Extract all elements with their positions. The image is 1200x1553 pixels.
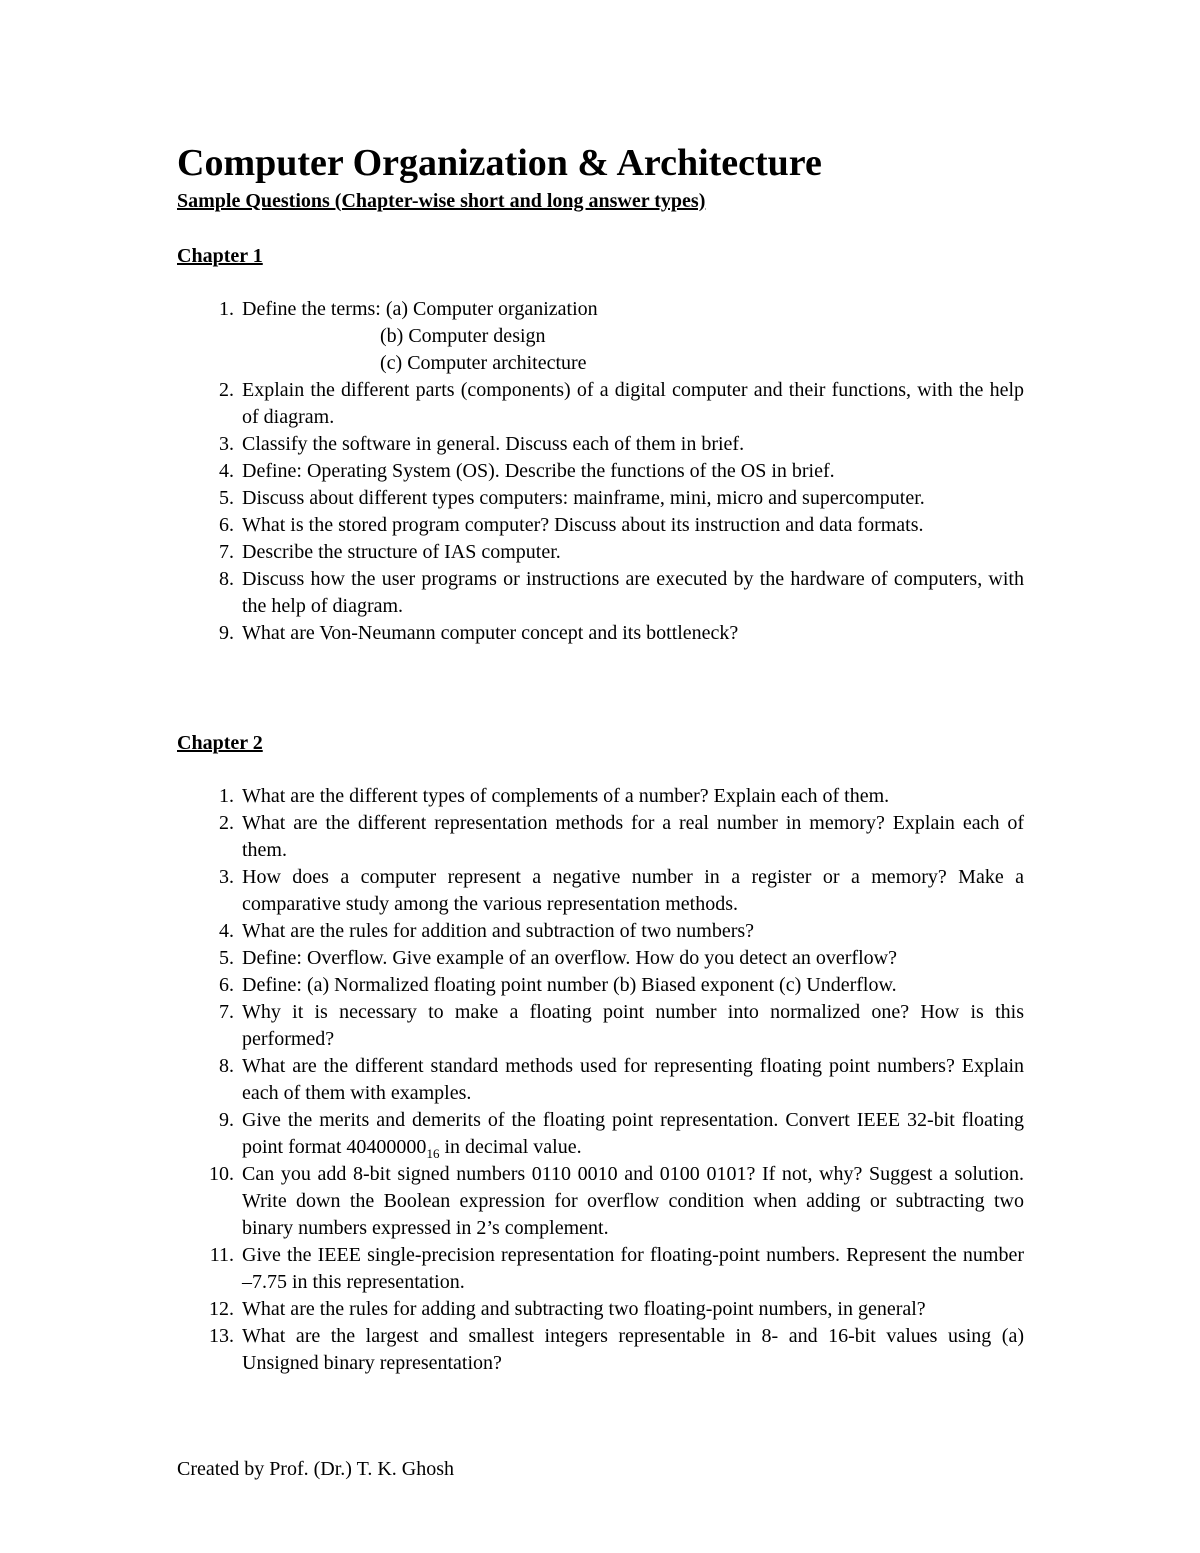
question-number: 12.	[209, 1298, 234, 1320]
question-number: 8.	[219, 568, 234, 590]
list-item	[177, 512, 1024, 539]
question-text: How does a computer represent a negative number in a register or a memory? Make a comparative study among the various representation methods.	[242, 866, 1024, 915]
question-text: Can you add 8-bit signed numbers 0110 0010 and 0100 0101? If not, why? Suggest a solution. Write down the Boolean expression for overflow condition when adding or subtracting two binary numbers expressed in 2’s complement.	[242, 1163, 1024, 1239]
question-text: What are the different types of complements of a number? Explain each of them.	[242, 785, 890, 807]
question-text	[242, 1109, 1024, 1161]
list-item	[177, 864, 1024, 918]
question-subpart: (c) Computer architecture	[380, 352, 587, 374]
question-number: 6.	[219, 514, 234, 536]
list-item	[177, 1323, 1024, 1377]
question-number: 7.	[219, 541, 234, 563]
question-text: Explain the different parts (components) of a digital computer and their functions, with the help of diagram.	[242, 379, 1024, 428]
question-text: What are the rules for adding and subtracting two floating-point numbers, in general?	[242, 1298, 926, 1320]
question-number: 2.	[219, 812, 234, 834]
list-item	[177, 1107, 1024, 1161]
question-text: Give the IEEE single-precision representation for floating-point numbers. Represent the number –7.75 in this representation.	[242, 1244, 1024, 1293]
question-number: 1.	[219, 785, 234, 807]
list-item	[177, 431, 1024, 458]
list-item	[177, 783, 1024, 810]
question-text: What are the different representation methods for a real number in memory? Explain each of them.	[242, 812, 1024, 861]
question-text: Define the terms: (a) Computer organization	[242, 298, 598, 320]
question-text: Why it is necessary to make a floating point number into normalized one? How is this performed?	[242, 1001, 1024, 1050]
question-number: 5.	[219, 487, 234, 509]
question-text: Discuss how the user programs or instructions are executed by the hardware of computers, with the help of diagram.	[242, 568, 1024, 617]
question-number: 9.	[219, 1109, 234, 1131]
chapter-2-heading: Chapter 2	[177, 732, 263, 754]
chapter-2-question-list	[177, 783, 1024, 1377]
question-text: Define: Operating System (OS). Describe the functions of the OS in brief.	[242, 460, 835, 482]
question-number: 4.	[219, 460, 234, 482]
question-number: 2.	[219, 379, 234, 401]
footer-credit: Created by Prof. (Dr.) T. K. Ghosh	[177, 1458, 454, 1480]
list-item	[177, 1296, 1024, 1323]
question-number: 1.	[219, 298, 234, 320]
list-item	[177, 566, 1024, 620]
question-text: Define: Overflow. Give example of an overflow. How do you detect an overflow?	[242, 947, 897, 969]
page-subtitle: Sample Questions (Chapter-wise short and long answer types)	[177, 190, 706, 212]
list-item	[177, 539, 1024, 566]
list-item	[177, 1161, 1024, 1242]
question-number: 4.	[219, 920, 234, 942]
question-number: 7.	[219, 1001, 234, 1023]
question-text-part: in decimal value.	[439, 1136, 582, 1158]
question-text: What are the rules for addition and subtraction of two numbers?	[242, 920, 755, 942]
question-number: 11.	[209, 1244, 234, 1266]
list-item	[177, 972, 1024, 999]
question-text: What are Von-Neumann computer concept and its bottleneck?	[242, 622, 739, 644]
list-item	[177, 458, 1024, 485]
question-number: 9.	[219, 622, 234, 644]
question-text: Define: (a) Normalized floating point number (b) Biased exponent (c) Underflow.	[242, 974, 897, 996]
question-text-part: Give the merits and demerits of the floating point representation. Convert IEEE 32-bit floating point format 40400000	[242, 1109, 1024, 1158]
question-text: What is the stored program computer? Discuss about its instruction and data formats.	[242, 514, 924, 536]
list-item	[177, 296, 1024, 377]
question-number: 3.	[219, 866, 234, 888]
question-number: 13.	[209, 1325, 234, 1347]
list-item	[177, 620, 1024, 647]
question-number: 8.	[219, 1055, 234, 1077]
question-text: Classify the software in general. Discuss each of them in brief.	[242, 433, 745, 455]
list-item	[177, 485, 1024, 512]
question-number: 10.	[209, 1163, 234, 1185]
list-item	[177, 1242, 1024, 1296]
question-text: What are the largest and smallest integers representable in 8- and 16-bit values using (a) Unsigned binary representation?	[242, 1325, 1024, 1374]
question-text: Describe the structure of IAS computer.	[242, 541, 561, 563]
question-text: What are the different standard methods used for representing floating point numbers? Explain each of them with examples.	[242, 1055, 1024, 1104]
list-item	[177, 810, 1024, 864]
list-item	[177, 918, 1024, 945]
question-number: 6.	[219, 974, 234, 996]
question-number: 5.	[219, 947, 234, 969]
question-number: 3.	[219, 433, 234, 455]
base-subscript: 16	[426, 1146, 440, 1161]
list-item	[177, 377, 1024, 431]
page-title: Computer Organization & Architecture	[177, 142, 822, 184]
list-item	[177, 999, 1024, 1053]
list-item	[177, 945, 1024, 972]
question-text: Discuss about different types computers: mainframe, mini, micro and supercomputer.	[242, 487, 925, 509]
list-item	[177, 1053, 1024, 1107]
chapter-1-question-list	[177, 296, 1024, 647]
chapter-1-heading: Chapter 1	[177, 245, 263, 267]
question-subpart: (b) Computer design	[380, 325, 546, 347]
